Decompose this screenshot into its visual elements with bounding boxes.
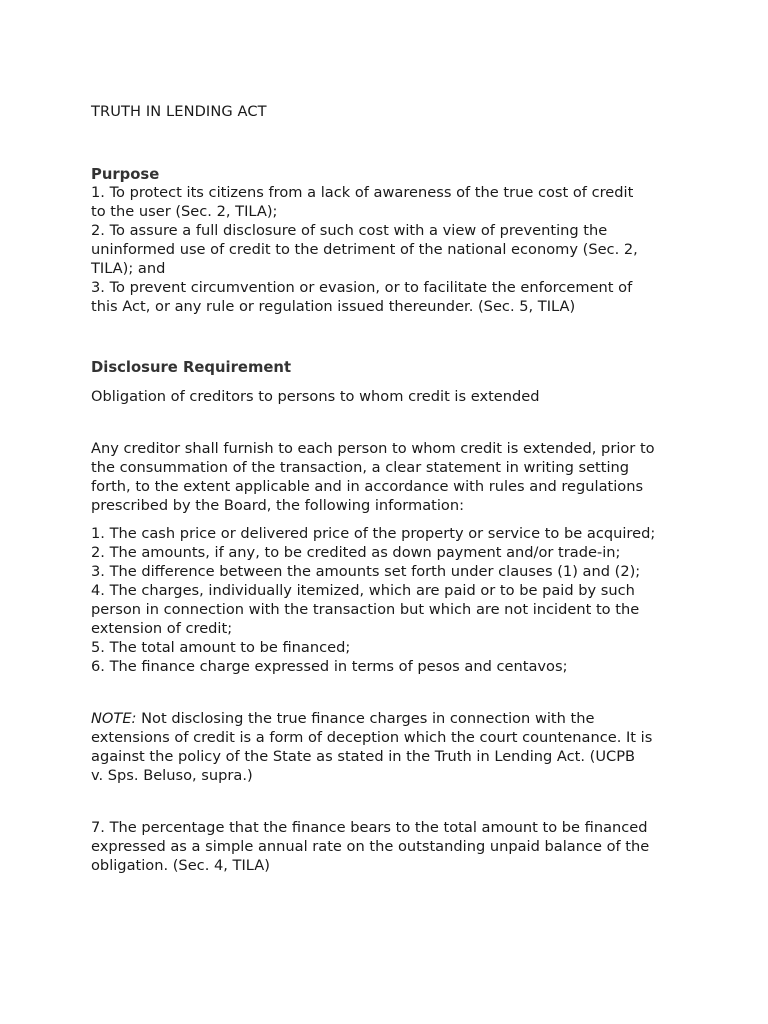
disclosure-list-item: 6. The finance charge expressed in terms of pesos and centavos; <box>91 658 568 675</box>
purpose-heading: Purpose <box>91 166 160 183</box>
item7-line: 7. The percentage that the finance bears to the total amount to be financed <box>91 819 648 836</box>
item7-line: obligation. (Sec. 4, TILA) <box>91 857 270 874</box>
disclosure-list-item: extension of credit; <box>91 620 233 637</box>
note-line: v. Sps. Beluso, supra.) <box>91 767 253 784</box>
document-title: TRUTH IN LENDING ACT <box>91 103 267 120</box>
purpose-line: 2. To assure a full disclosure of such cost with a view of preventing the <box>91 222 608 239</box>
disclosure-list-item: person in connection with the transaction but which are not incident to the <box>91 601 640 618</box>
disclosure-list-item: 2. The amounts, if any, to be credited as down payment and/or trade-in; <box>91 544 621 561</box>
note-label: NOTE: <box>91 710 137 727</box>
note-line: against the policy of the State as stated in the Truth in Lending Act. (UCPB <box>91 748 636 765</box>
disclosure-list-item: 1. The cash price or delivered price of the property or service to be acquired; <box>91 525 656 542</box>
disclosure-heading: Disclosure Requirement <box>91 359 292 376</box>
disclosure-list-item: 4. The charges, individually itemized, which are paid or to be paid by such <box>91 582 635 599</box>
item7-line: expressed as a simple annual rate on the outstanding unpaid balance of the <box>91 838 650 855</box>
disclosure-intro-line: Any creditor shall furnish to each person to whom credit is extended, prior to <box>91 440 655 457</box>
disclosure-list-item: 5. The total amount to be financed; <box>91 639 351 656</box>
purpose-line: 1. To protect its citizens from a lack of awareness of the true cost of credit <box>91 184 634 201</box>
disclosure-intro-line: forth, to the extent applicable and in accordance with rules and regulations <box>91 478 644 495</box>
purpose-line: this Act, or any rule or regulation issued thereunder. (Sec. 5, TILA) <box>91 298 576 315</box>
purpose-line: TILA); and <box>91 260 166 277</box>
purpose-line: 3. To prevent circumvention or evasion, or to facilitate the enforcement of <box>91 279 633 296</box>
purpose-line: uninformed use of credit to the detriment of the national economy (Sec. 2, <box>91 241 638 258</box>
note-line: extensions of credit is a form of deception which the court countenance. It is <box>91 729 653 746</box>
note-text: Not disclosing the true finance charges in connection with the <box>136 710 595 727</box>
note-paragraph-first-line <box>91 709 595 728</box>
purpose-line: to the user (Sec. 2, TILA); <box>91 203 278 220</box>
disclosure-list-item: 3. The difference between the amounts set forth under clauses (1) and (2); <box>91 563 641 580</box>
disclosure-intro-line: the consummation of the transaction, a clear statement in writing setting <box>91 459 630 476</box>
disclosure-intro-line: prescribed by the Board, the following information: <box>91 497 465 514</box>
disclosure-subheading: Obligation of creditors to persons to whom credit is extended <box>91 388 540 405</box>
